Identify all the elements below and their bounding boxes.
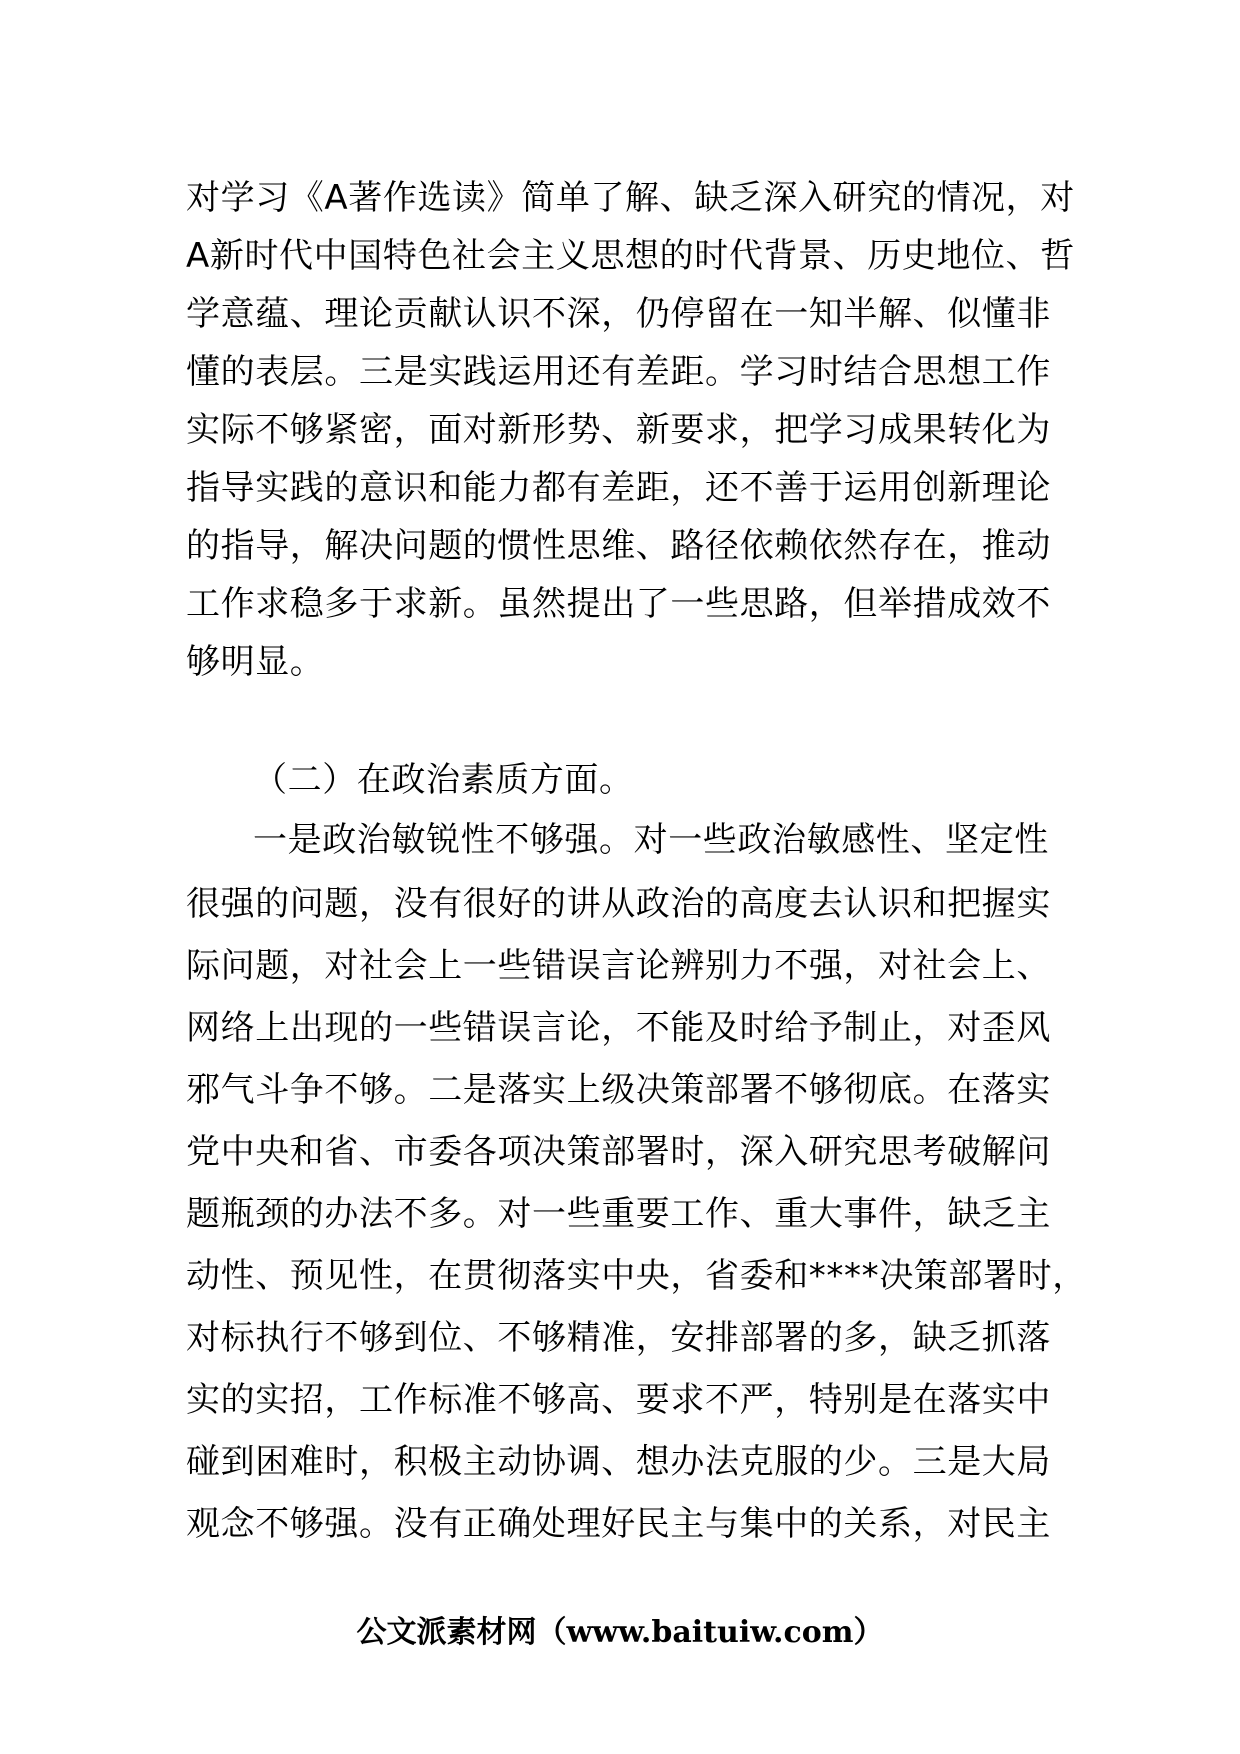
paragraph-line: 际问题，对社会上一些错误言论辨别力不强，对社会上、 (186, 946, 1051, 986)
paragraph-line: 实际不够紧密，面对新形势、新要求，把学习成果转化为 (186, 410, 1051, 450)
paragraph-line: 动性、预见性，在贯彻落实中央，省委和****决策部署时， (186, 1256, 1087, 1296)
footer-watermark-text: 公文派素材网（www.baituiw.com） (356, 1615, 884, 1650)
paragraph-line: 的指导，解决问题的惯性思维、路径依赖依然存在，推动 (186, 526, 1051, 566)
paragraph-line: 对学习《A著作选读》简单了解、缺乏深入研究的情况，对 (186, 178, 1075, 218)
paragraph-line: 网络上出现的一些错误言论，不能及时给予制止，对歪风 (186, 1008, 1051, 1048)
paragraph-line: 碰到困难时，积极主动协调、想办法克服的少。三是大局 (186, 1442, 1051, 1482)
paragraph-line: 对标执行不够到位、不够精准，安排部署的多，缺乏抓落 (186, 1318, 1051, 1358)
paragraph-line: 懂的表层。三是实践运用还有差距。学习时结合思想工作 (186, 352, 1051, 392)
paragraph-line: 党中央和省、市委各项决策部署时，深入研究思考破解问 (186, 1132, 1051, 1172)
paragraph-line: 指导实践的意识和能力都有差距，还不善于运用创新理论 (186, 468, 1051, 508)
section-heading: （二）在政治素质方面。 (253, 760, 634, 800)
paragraph-line: 很强的问题，没有很好的讲从政治的高度去认识和把握实 (186, 884, 1051, 924)
paragraph-line: 实的实招，工作标准不够高、要求不严，特别是在落实中 (186, 1380, 1051, 1420)
paragraph-line: 邪气斗争不够。二是落实上级决策部署不够彻底。在落实 (186, 1070, 1051, 1110)
paragraph-line: 学意蕴、理论贡献认识不深，仍停留在一知半解、似懂非 (186, 294, 1051, 334)
paragraph-line: 一是政治敏锐性不够强。对一些政治敏感性、坚定性 (253, 820, 1049, 860)
paragraph-line: 观念不够强。没有正确处理好民主与集中的关系，对民主 (186, 1504, 1051, 1544)
paragraph-line: 够明显。 (186, 642, 325, 682)
paragraph-line: 题瓶颈的办法不多。对一些重要工作、重大事件，缺乏主 (186, 1194, 1051, 1234)
paragraph-line: A新时代中国特色社会主义思想的时代背景、历史地位、哲 (186, 236, 1075, 276)
paragraph-line: 工作求稳多于求新。虽然提出了一些思路，但举措成效不 (186, 584, 1051, 624)
